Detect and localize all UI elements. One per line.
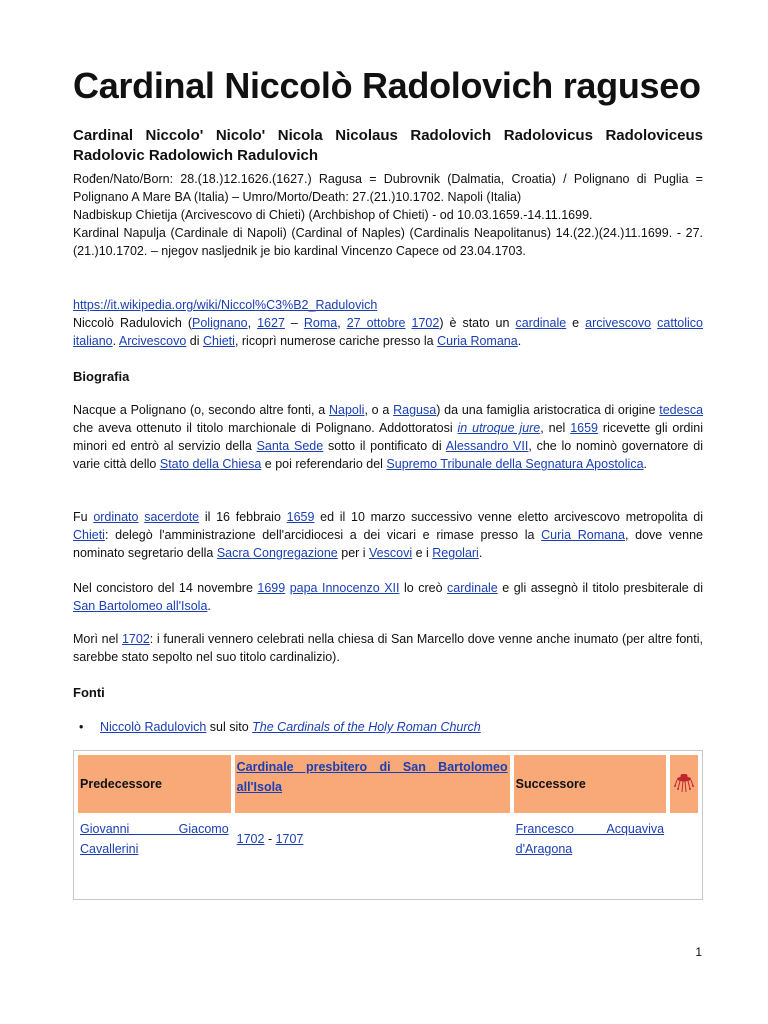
link-ordinato[interactable]: ordinato: [93, 510, 139, 524]
link-cardinale-presbitero[interactable]: Cardinale presbitero di San Bartolomeo all'Isola: [236, 760, 508, 794]
link-cardinale[interactable]: cardinale: [515, 316, 567, 330]
link-papa-innocenzo-xii[interactable]: papa Innocenzo XII: [289, 581, 400, 595]
link-years-start[interactable]: 1702: [236, 832, 265, 846]
link-sacerdote[interactable]: sacerdote: [144, 510, 200, 524]
link-chieti[interactable]: Chieti: [202, 334, 235, 348]
link-arcivescovo-2[interactable]: Arcivescovo: [118, 334, 187, 348]
link-cardinals-site[interactable]: The Cardinals of the Holy Roman Church: [252, 720, 481, 734]
link-napoli[interactable]: Napoli: [329, 403, 365, 417]
fonti-heading: Fonti: [73, 685, 105, 700]
name-variants: Cardinal Niccolo' Nicolo' Nicola Nicolaus Radolovich Radolovicus Radoloviceus Radolovic Radolowich Radulovich: [73, 127, 703, 164]
link-chieti-b[interactable]: Chieti: [73, 528, 105, 542]
cardinal-hat-emblem-icon: [674, 772, 694, 794]
link-alessandro-vii[interactable]: Alessandro VII: [445, 439, 529, 453]
link-curia-romana-b[interactable]: Curia Romana: [541, 528, 625, 542]
page-title: Cardinal Niccolò Radolovich raguseo: [73, 65, 701, 106]
link-sacra-congregazione[interactable]: Sacra Congregazione: [216, 546, 338, 560]
link-cattolico[interactable]: cattolico: [657, 316, 703, 330]
link-supremo-tribunale[interactable]: Supremo Tribunale della Segnatura Apostolica: [386, 457, 644, 471]
spacer-row: [78, 865, 698, 895]
link-tedesca[interactable]: tedesca: [659, 403, 704, 417]
biografia-paragraph-1: Nacque a Polignano (o, secondo altre fonti, a Napoli, o a Ragusa) da una famiglia aristocratica di origine tedesca che aveva ottenuto il titolo marchionale di Polignano. Addottoratosi in utroque jure, nel 1659 ricevette gli ordini minori ed entrò al servizio della Santa Sede sotto il pontificato di Alessandro VII, che lo nominò governatore di varie città dello Stato della Chiesa e poi referendario del Supremo Tribunale della Segnatura Apostolica.: [73, 403, 704, 471]
link-niccolo-radulovich[interactable]: Niccolò Radulovich: [100, 720, 207, 734]
link-1702[interactable]: 1702: [411, 316, 440, 330]
link-predecessor[interactable]: Giovanni Giacomo Cavallerini: [80, 822, 229, 856]
predecessore-header: Predecessore: [78, 755, 231, 813]
cardinal-line: Kardinal Napulja (Cardinale di Napoli) (Cardinal of Naples) (Cardinalis Neapolitanus) 14.(22.)(24.)11.1699. - 27.(21.)10.1702. – njegov nasljednik je bio kardinal Vincenzo Capece od 23.04.1703.: [73, 226, 703, 258]
succession-box: [73, 750, 703, 900]
biografia-paragraph-3: Nel concistoro del 14 novembre 1699 papa Innocenzo XII lo creò cardinale e gli assegnò il titolo presbiterale di San Bartolomeo all'Isola.: [73, 581, 703, 613]
link-successor[interactable]: Francesco Acquaviva d'Aragona: [515, 822, 665, 856]
biografia-paragraph-2: Fu ordinato sacerdote il 16 febbraio 1659 ed il 10 marzo successivo venne eletto arcivescovo metropolita di Chieti: delegò l'amministrazione dell'arcidiocesi a dei vicari e rimase presso la Curia Romana, dove venne nominato segretario della Sacra Congregazione per i Vescovi e i Regolari.: [73, 510, 703, 560]
link-polignano[interactable]: Polignano: [192, 316, 248, 330]
link-stato-della-chiesa[interactable]: Stato della Chiesa: [159, 457, 262, 471]
link-cardinale-b[interactable]: cardinale: [447, 581, 498, 595]
bio-summary: [73, 170, 703, 260]
link-curia-romana[interactable]: Curia Romana: [437, 334, 518, 348]
biografia-heading: Biografia: [73, 369, 130, 384]
empty-cell: [670, 817, 698, 861]
successore-header: Successore: [514, 755, 666, 813]
page-number: 1: [695, 945, 702, 959]
link-ragusa[interactable]: Ragusa: [393, 403, 437, 417]
link-santa-sede[interactable]: Santa Sede: [256, 439, 324, 453]
link-vescovi[interactable]: Vescovi: [369, 546, 413, 560]
link-1627[interactable]: 1627: [257, 316, 285, 330]
wikipedia-url-link[interactable]: https://it.wikipedia.org/wiki/Niccol%C3%B2_Radulovich: [73, 298, 378, 312]
biografia-paragraph-4: Morì nel 1702: i funerali vennero celebrati nella chiesa di San Marcello dove venne anche inumato (per altre fonti, sarebbe stato sepolto nel suo titolo cardinalizio).: [73, 632, 703, 664]
years-cell: 1702 - 1707: [236, 832, 304, 846]
link-italiano[interactable]: italiano: [73, 334, 113, 348]
link-1699[interactable]: 1699: [257, 581, 286, 595]
title-header: [235, 755, 510, 813]
predecessor-cell: [78, 817, 231, 861]
link-1702-b[interactable]: 1702: [121, 632, 150, 646]
list-item: • Niccolò Radulovich sul sito The Cardinals of the Holy Roman Church: [100, 718, 481, 736]
link-arcivescovo[interactable]: arcivescovo: [585, 316, 652, 330]
born-line: Rođen/Nato/Born: 28.(18.)12.1626.(1627.) Ragusa = Dubrovnik (Dalmatia, Croatia) / Polignano di Puglia = Polignano A Mare BA (Italia) – Umro/Morto/Death: 27.(21.)10.1702. Napoli (Italia): [73, 172, 703, 204]
wiki-intro: [73, 296, 703, 350]
link-1659-b[interactable]: 1659: [286, 510, 315, 524]
emblem-cell: [670, 755, 698, 813]
link-in-utroque-jure[interactable]: in utroque jure: [457, 421, 541, 435]
link-roma[interactable]: Roma: [303, 316, 338, 330]
link-27-ottobre[interactable]: 27 ottobre: [346, 316, 406, 330]
link-san-bartolomeo[interactable]: San Bartolomeo all'Isola: [73, 599, 208, 613]
link-regolari[interactable]: Regolari: [432, 546, 479, 560]
fonti-list: [100, 718, 481, 736]
link-1659[interactable]: 1659: [570, 421, 599, 435]
archbishop-line: Nadbiskup Chietija (Arcivescovo di Chieti) (Archbishop of Chieti) - od 10.03.1659.-14.11.1699.: [73, 208, 593, 222]
successor-cell: [514, 817, 666, 861]
intro-paragraph: Niccolò Radulovich (Polignano, 1627 – Roma, 27 ottobre 1702) è stato un cardinale e arcivescovo cattolico italiano. Arcivescovo di Chieti, ricoprì numerose cariche presso la Curia Romana.: [73, 316, 703, 348]
link-years-end[interactable]: 1707: [275, 832, 304, 846]
